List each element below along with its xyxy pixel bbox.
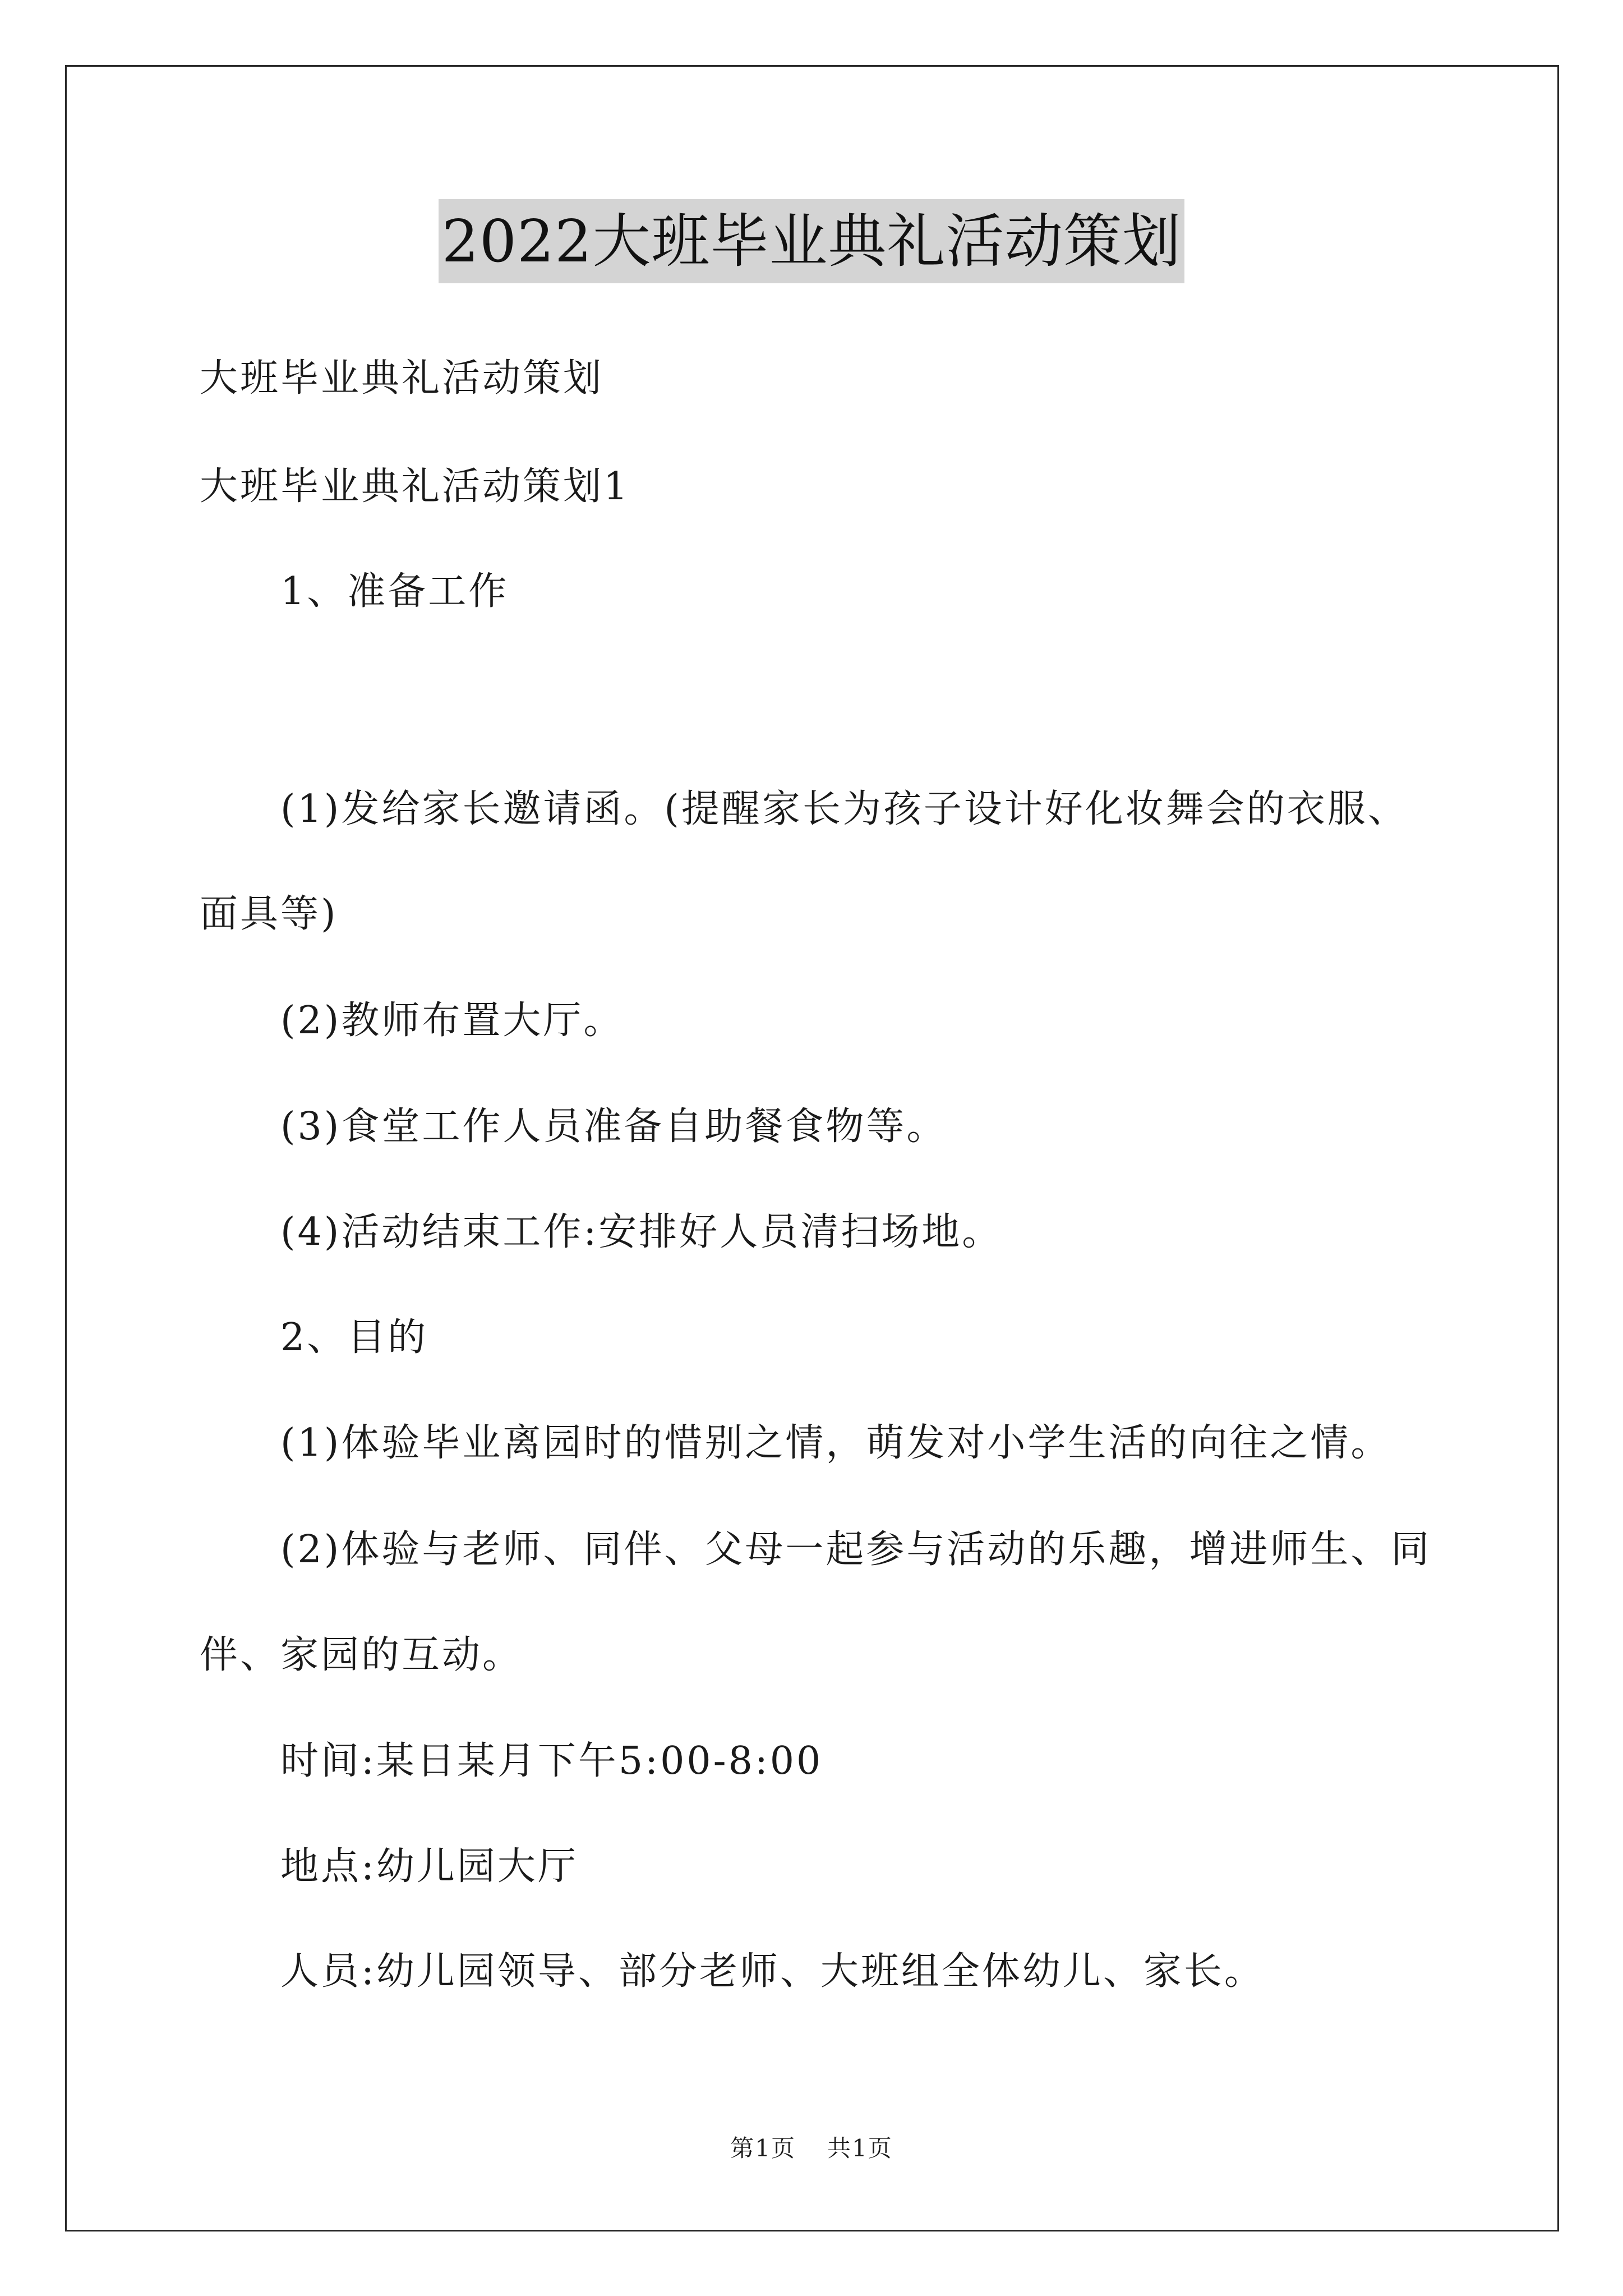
text-line: 地点:幼儿园大厅 [280,1844,578,1889]
text-line: 大班毕业典礼活动策划 [200,356,604,401]
text-line: (3)食堂工作人员准备自助餐食物等。 [280,1105,947,1149]
text-line: (2)教师布置大厅。 [280,999,624,1043]
text-line: (1)体验毕业离园时的惜别之情，萌发对小学生活的向往之情。 [280,1421,1391,1465]
document-title: 2022大班毕业典礼活动策划 [439,199,1185,283]
text-line: 面具等) [200,892,338,936]
text-line: 人员:幼儿园领导、部分老师、大班组全体幼儿、家长。 [280,1949,1265,1994]
page-footer [0,2132,1623,2165]
text-line: (1)发给家长邀请函。(提醒家长为孩子设计好化妆舞会的衣服、 [280,787,1408,831]
page-number-current: 第1页 [730,2134,796,2162]
text-line: 伴、家园的互动。 [200,1633,523,1677]
text-line: (4)活动结束工作:安排好人员清扫场地。 [280,1210,1003,1254]
title-container [0,199,1623,283]
text-line: 时间:某日某月下午5:00-8:00 [280,1739,823,1783]
text-line: (2)体验与老师、同伴、父母一起参与活动的乐趣，增进师生、同 [280,1527,1432,1572]
section-heading: 1、准备工作 [280,569,509,614]
text-line: 大班毕业典礼活动策划1 [200,464,630,509]
page-number-total: 共1页 [827,2134,893,2162]
section-heading: 2、目的 [280,1315,428,1360]
